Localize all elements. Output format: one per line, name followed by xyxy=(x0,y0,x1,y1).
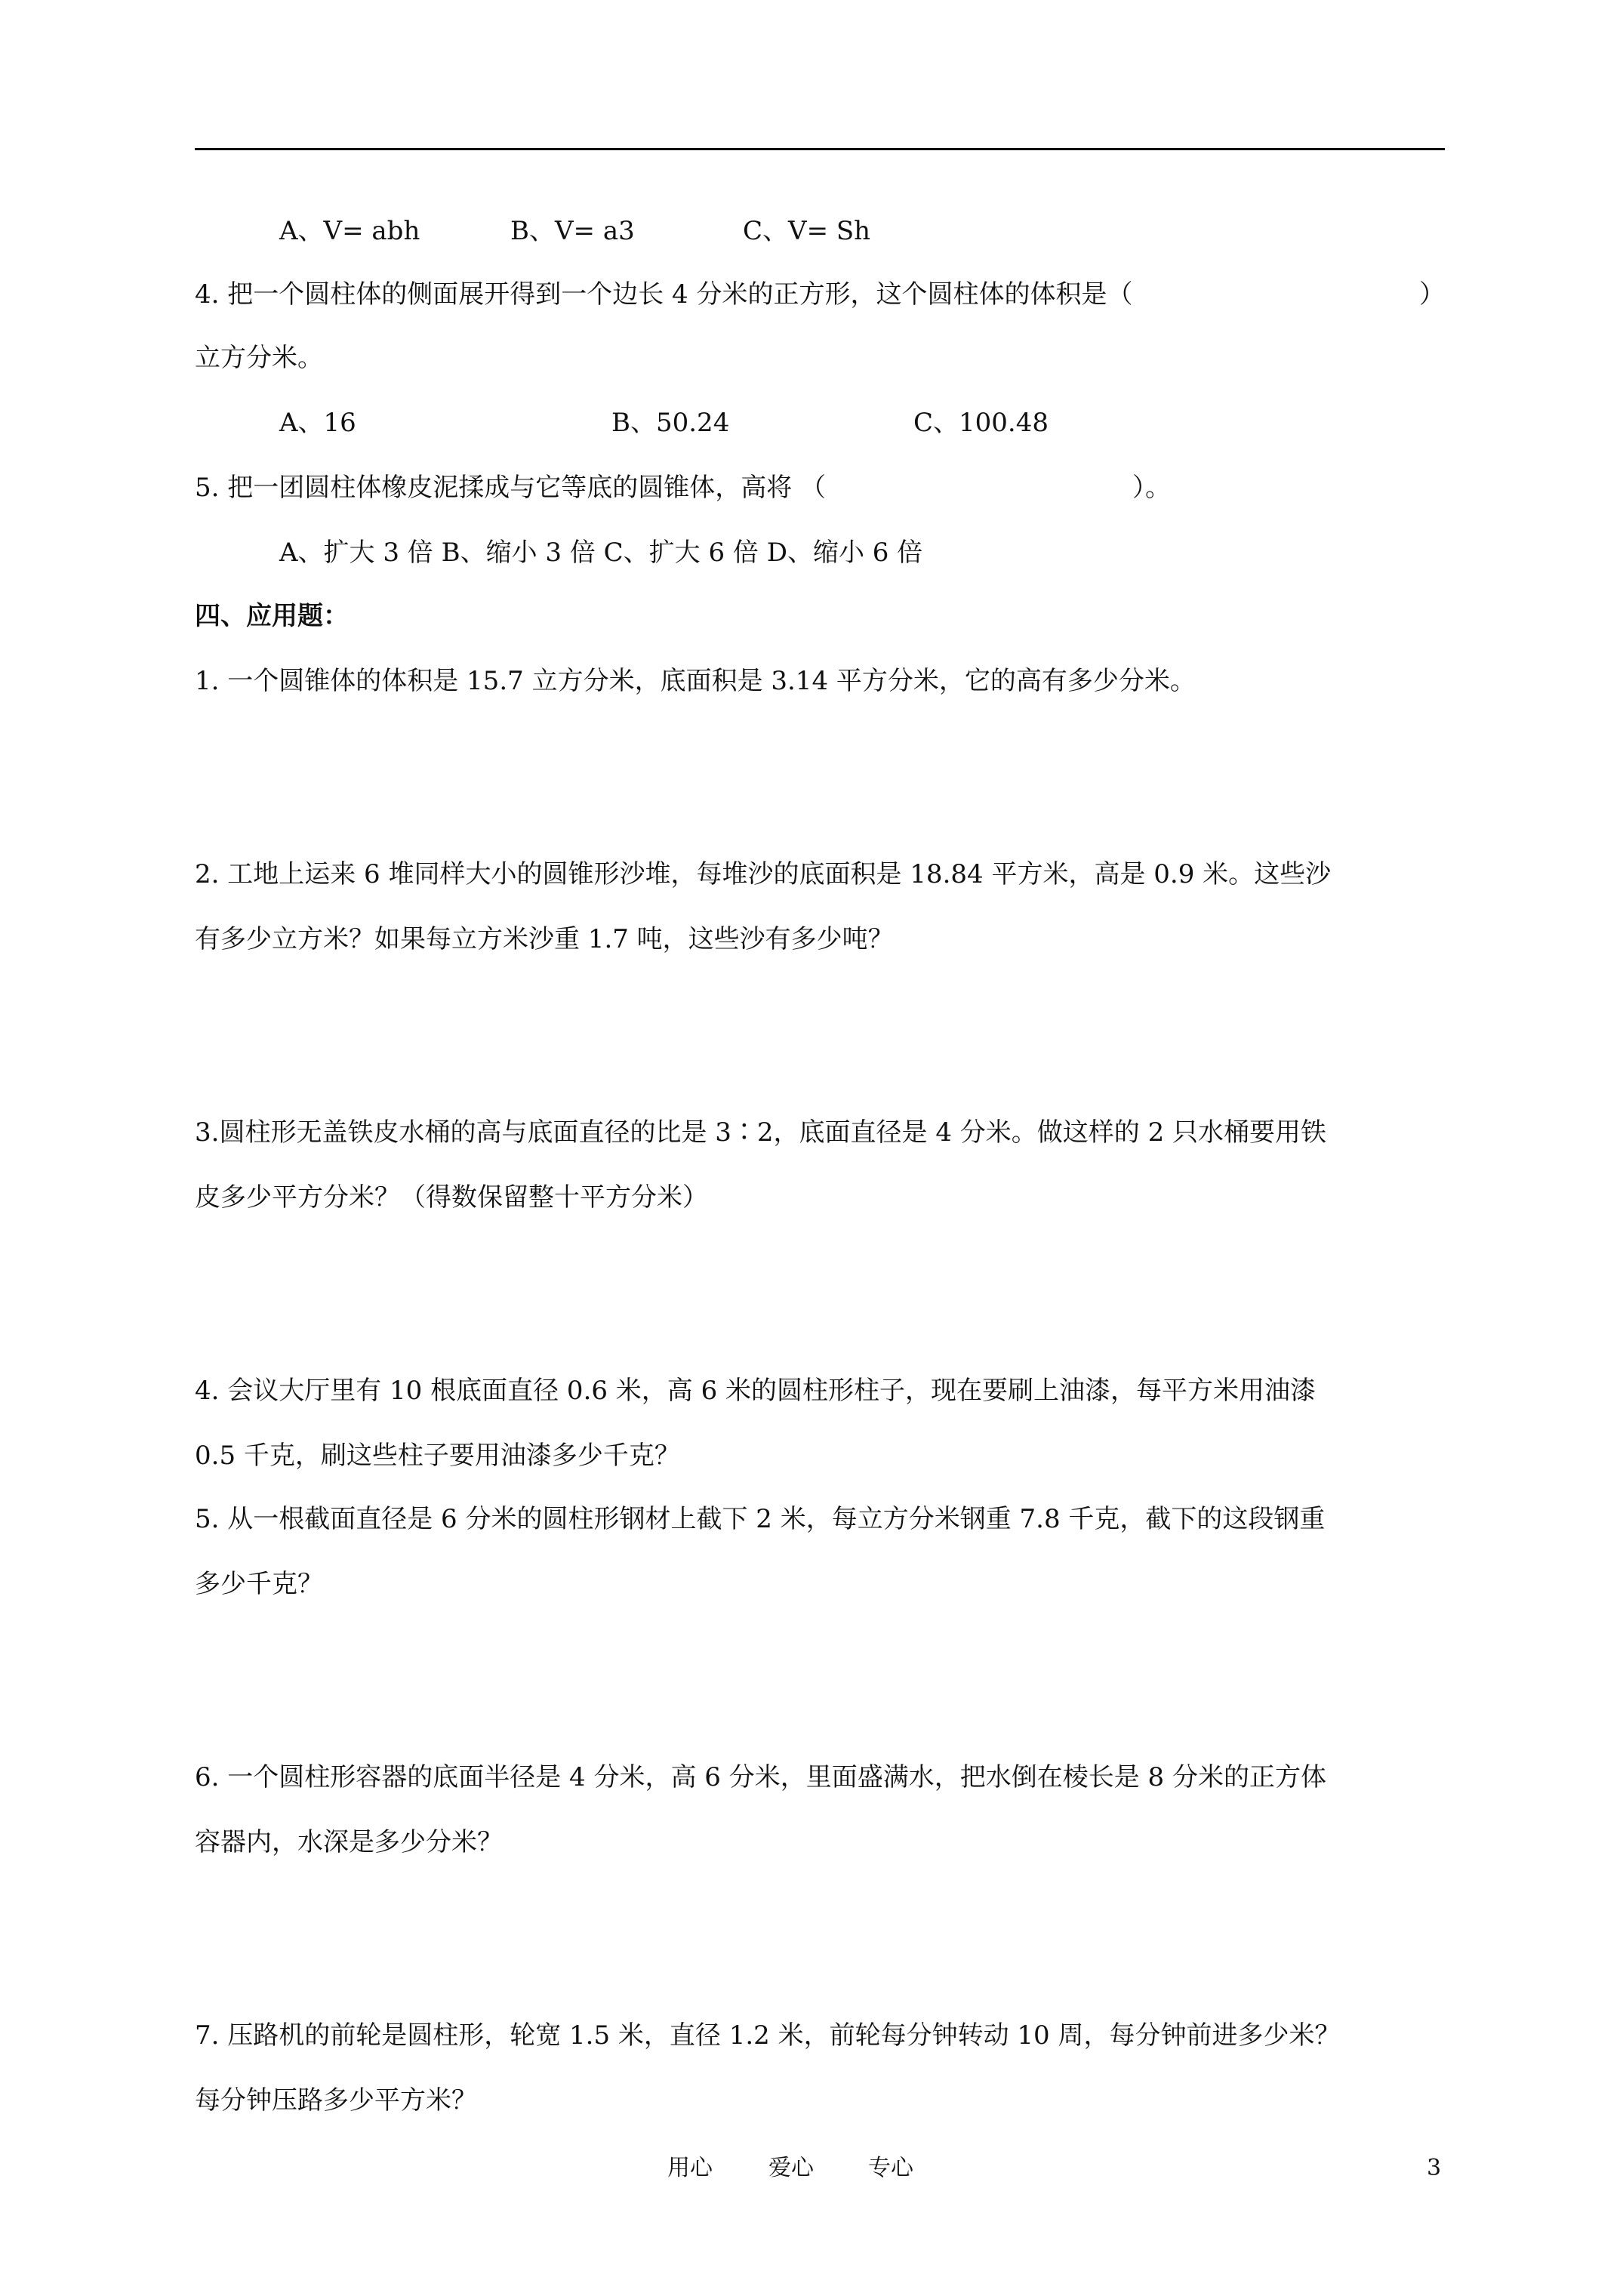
app-q4-line1: 4. 会议大厅里有 10 根底面直径 0.6 米，高 6 米的圆柱形柱子，现在要刷上油漆，每平方米用油漆 xyxy=(195,1376,1317,1406)
q3-option-b: B、V= a3 xyxy=(510,216,635,246)
choice-q4-blank-close: ） xyxy=(1419,279,1445,310)
choice-q4-option-b: B、50.24 xyxy=(611,408,730,438)
choice-q4-text: 4. 把一个圆柱体的侧面展开得到一个边长 4 分米的正方形，这个圆柱体的体积是（ xyxy=(195,279,1133,310)
header-rule xyxy=(195,148,1445,150)
footer-motto-2: 爱心 xyxy=(768,2155,814,2181)
app-q6-line1: 6. 一个圆柱形容器的底面半径是 4 分米，高 6 分米，里面盛满水，把水倒在棱长是 8 分米的正方体 xyxy=(195,1762,1326,1792)
footer-motto-1: 用心 xyxy=(667,2155,713,2181)
app-q7-line2: 每分钟压路多少平方米？ xyxy=(195,2085,477,2116)
choice-q4-option-c: C、100.48 xyxy=(913,408,1049,438)
footer-motto-3: 专心 xyxy=(868,2155,913,2181)
app-q5-line1: 5. 从一根截面直径是 6 分米的圆柱形钢材上截下 2 米，每立方分米钢重 7.8 千克，截下的这段钢重 xyxy=(195,1504,1326,1534)
app-q3-line1: 3.圆柱形无盖铁皮水桶的高与底面直径的比是 3∶2，底面直径是 4 分米。做这样的 2 只水桶要用铁 xyxy=(195,1117,1327,1148)
app-q2-line2: 有多少立方米？如果每立方米沙重 1.7 吨，这些沙有多少吨？ xyxy=(195,924,894,954)
choice-q4-continuation: 立方分米。 xyxy=(195,343,323,373)
choice-q5-options: A、扩大 3 倍 B、缩小 3 倍 C、扩大 6 倍 D、缩小 6 倍 xyxy=(279,538,923,568)
q3-option-c: C、V= Sh xyxy=(743,216,871,246)
page-number: 3 xyxy=(1427,2155,1442,2181)
choice-q5-text: 5. 把一团圆柱体橡皮泥揉成与它等底的圆锥体，高将 （ xyxy=(195,473,827,503)
app-q4-line2: 0.5 千克，刷这些柱子要用油漆多少千克？ xyxy=(195,1441,680,1471)
app-q3-line2: 皮多少平方分米？（得数保留整十平方分米） xyxy=(195,1182,708,1213)
app-q6-line2: 容器内，水深是多少分米？ xyxy=(195,1827,503,1857)
choice-q4-option-a: A、16 xyxy=(279,408,356,438)
app-q2-line1: 2. 工地上运来 6 堆同样大小的圆锥形沙堆，每堆沙的底面积是 18.84 平方米，高是 0.9 米。这些沙 xyxy=(195,859,1332,889)
choice-q5-blank-close: ）。 xyxy=(1132,473,1171,503)
app-q1: 1. 一个圆锥体的体积是 15.7 立方分米，底面积是 3.14 平方分米，它的高有多少分米。 xyxy=(195,666,1196,696)
app-q5-line2: 多少千克？ xyxy=(195,1569,323,1599)
app-q7-line1: 7. 压路机的前轮是圆柱形，轮宽 1.5 米，直径 1.2 米，前轮每分钟转动 10 周，每分钟前进多少米？ xyxy=(195,2020,1341,2051)
q3-option-a: A、V= abh xyxy=(279,216,420,246)
section4-heading: 四、应用题： xyxy=(195,601,349,631)
